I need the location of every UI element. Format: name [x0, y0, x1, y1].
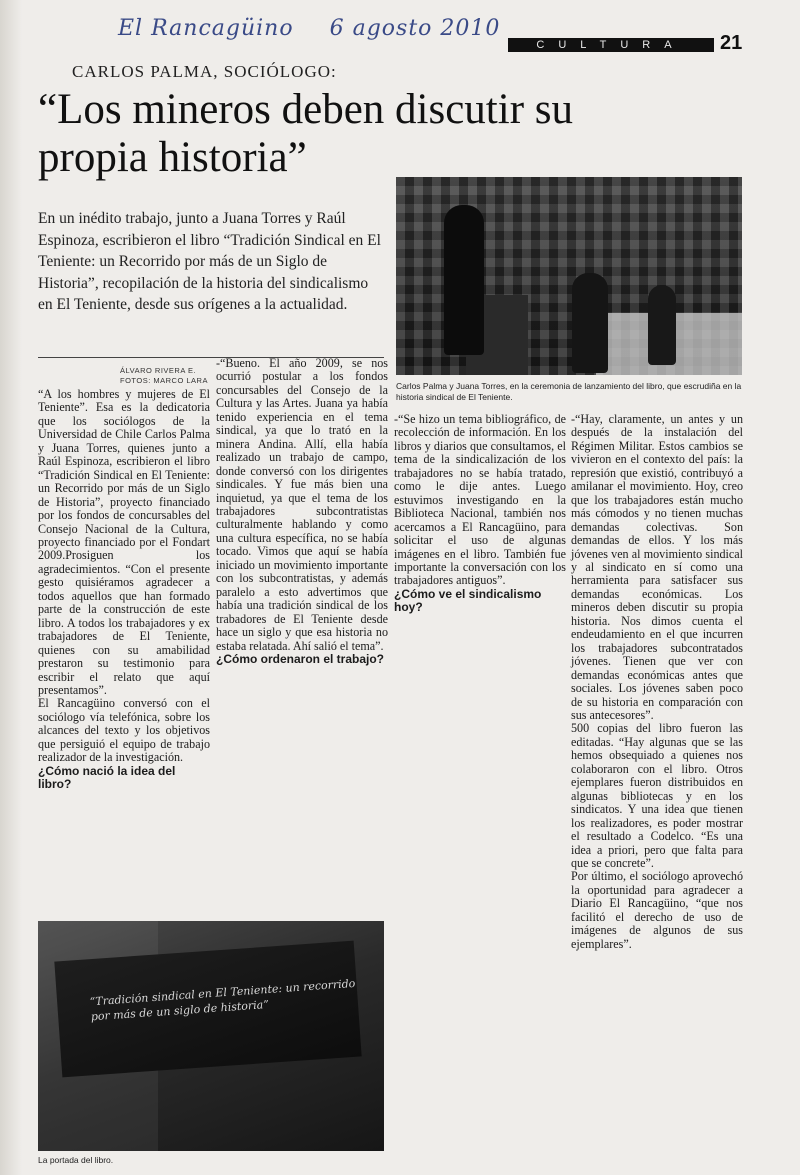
book-cover-photo	[38, 921, 384, 1151]
book-cover-title: “Tradición sindical en El Teniente: un recorrido por más de un siglo de historia”	[89, 976, 356, 1024]
byline-author: ÁLVARO RIVERA E.	[120, 366, 197, 375]
book-photo-caption: La portada del libro.	[38, 1155, 114, 1165]
photo-figure-seated	[648, 285, 676, 365]
article-kicker: CARLOS PALMA, SOCIÓLOGO:	[72, 62, 337, 81]
body-paragraph: “A los hombres y mujeres de El Teniente”. Esa es la dedicatoria que los sociólogos de la Universidad de Chile Carlos Palma y Juana Torres, quienes junto a Raúl Espinoza, escribieron el libro “Tradición Sindical en El Teniente: un Recorrido por más de un Siglo de Historia”, proyecto financiado por los fondos de concursables del Consejo Nacional de la Cultura, proyecto financiado por el Fondart 2009.Prosiguen los agradecimientos. “Con el presente gesto quisiéramos agradecer a todos aquellos que han formado parte de la construcción de este libro. A todos los trabajadores y ex trabajadores de El Teniente, quienes con su amabilidad prestaron su testimonio para escribir el relato que aquí presentamos”.	[38, 387, 210, 697]
handwritten-date: 6 agosto 2010	[329, 16, 501, 41]
interview-question: ¿Cómo nació la idea del libro?	[38, 763, 176, 792]
handwritten-paper-name: El Rancagüino	[118, 16, 294, 41]
page-number: 21	[720, 32, 743, 54]
byline	[120, 366, 208, 386]
byline-photos: FOTOS: MARCO LARA	[120, 376, 208, 385]
body-paragraph: -“Hay, claramente, un antes y un después de la instalación del Régimen Militar. Estos cambios se vivieron en el contexto del país: la represión que existió, contribuyó a amilanar el movimiento. Hoy, creo que los trabajadores están mucho más cómodos y no tienen muchas demandas colectivas. Son demandas de ellos. Y los más jóvenes ven al movimiento sindical y al sindicato en sí como una herramienta para satisfacer sus demandas económicas. Los mineros deben discutir su propia historia. Nos dimos cuenta el endeudamiento en el que incurren los trabajadores subcontratados jóvenes. Tienen que ver con demandas económicas antes que sociales. Los jóvenes saben poco de su historia en comparación con sus antecesores”.	[571, 412, 743, 722]
body-paragraph: -“Se hizo un tema bibliográfico, de recolección de información. En los libros y diarios que consultamos, el tema de la sindicalización de los trabajadores no se había tratado, como le dije antes. Luego estuvimos investigando en la Biblioteca Nacional, también nos acercamos a El Rancagüino, para solicitar el uso de algunas imágenes en el libro. También fue importante la conversación con los trabajadores antiguos”.	[394, 412, 566, 588]
article-headline: “Los mineros deben discutir su propia historia”	[38, 86, 574, 181]
interview-question: ¿Cómo ordenaron el trabajo?	[216, 651, 385, 666]
photo-figure-seated	[572, 273, 608, 373]
ceremony-photo	[396, 177, 742, 375]
body-column-1	[38, 388, 210, 792]
paper-edge-shadow	[0, 0, 22, 1175]
body-column-4	[571, 413, 743, 951]
handwritten-annotation	[118, 16, 500, 41]
photo-figure-speaker	[444, 205, 484, 355]
section-header: CULTURA	[508, 38, 714, 52]
interview-question: ¿Cómo ve el sindicalismo hoy?	[394, 586, 542, 615]
body-column-2	[216, 357, 388, 666]
body-paragraph: -“Bueno. El año 2009, se nos ocurrió postular a los fondos concursables del Consejo de la Cultura y las Artes. Juana ya había tenido experiencia en el tema sindical, ya que lo trató en la minera Andina. Allí, ella había realizado un trabajo de campo, donde conversó con los dirigentes sindicales. Y fue más bien una inquietud, ya que el tema de los trabajadores subcontratistas culturalmente hablando y como una cultura específica, no se había tocado. Vimos que aquí se había iniciado un movimiento importante con los subcontratistas, y además paralelo a esto advertimos que había una tradición sindical de los trabadores de El Teniente desde hace un siglo y que esa historia no estaba relatada. Ahí salió el tema”.	[216, 356, 388, 653]
body-column-3	[394, 413, 566, 615]
body-paragraph: Por último, el sociólogo aprovechó la oportunidad para agradecer a Diario El Rancagüino, “que nos facilitó el derecho de uso de imágenes de algunos de sus ejemplares”.	[571, 869, 743, 951]
ceremony-photo-caption: Carlos Palma y Juana Torres, en la ceremonia de lanzamiento del libro, que escrudiña en la historia sindical de El Teniente.	[396, 381, 742, 402]
article-lead: En un inédito trabajo, junto a Juana Torres y Raúl Espinoza, escribieron el libro “Tradición Sindical en El Teniente: un Recorrido por más de un Siglo de Historia”, recopilación de la historia del sindicalismo en El Teniente, desde sus orígenes a la actualidad.	[38, 210, 381, 313]
body-paragraph: 500 copias del libro fueron las editadas. “Hay algunas que se las hemos obsequiado a quienes nos colaboraron con el libro. Otros ejemplares fueron distribuidos en algunas bibliotecas y en los sindicatos. Y una idea que tienen los realizadores, es poder mostrar el resultado a Codelco. “Es una idea a priori, pero que falta para que se concrete”.	[571, 721, 743, 870]
body-paragraph: El Rancagüino conversó con el sociólogo vía telefónica, sobre los alcances del texto y los objetivos que persiguió el equipo de trabajo realizador de la investigación.	[38, 696, 210, 765]
